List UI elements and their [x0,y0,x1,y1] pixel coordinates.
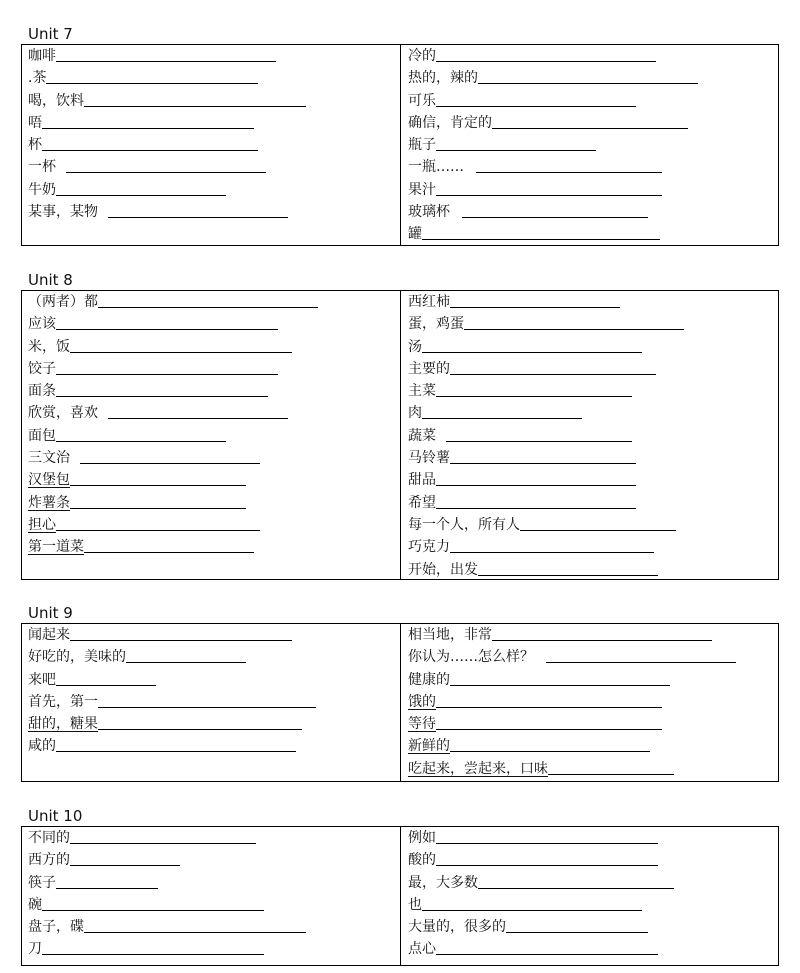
left-column [22,45,401,245]
vocab-row [401,313,778,335]
vocab-label: 筷子 [28,874,56,891]
vocab-row [22,849,400,871]
answer-blank[interactable] [450,669,670,686]
answer-blank[interactable] [108,201,288,218]
right-column [401,45,778,245]
vocab-label: 喝，饮料 [28,92,84,109]
vocab-label: 吃起来，尝起来，口味 [408,760,548,777]
answer-blank[interactable] [84,916,306,933]
vocab-row [401,492,778,514]
vocab-row [401,447,778,469]
vocab-label: 你认为……怎么样？ [408,649,534,666]
vocab-label: 希望 [408,494,436,511]
vocab-row [22,313,400,335]
vocab-label: 某事，某物 [28,204,98,221]
answer-blank[interactable] [56,313,278,330]
vocab-label: 等待 [408,716,436,733]
vocab-row [22,358,400,380]
vocab-label: 来吧 [28,671,56,688]
vocab-row [22,402,400,424]
vocab-label: 例如 [408,830,436,846]
vocab-label: 可乐 [408,92,436,109]
left-column [22,291,401,579]
answer-blank[interactable] [56,45,276,62]
vocab-row [22,536,400,558]
vocab-row [22,469,400,491]
answer-blank[interactable] [520,514,676,531]
vocab-label: 酸的 [408,852,436,869]
answer-blank[interactable] [98,291,318,308]
vocab-label: 果汁 [408,181,436,198]
vocab-row [22,134,400,156]
vocab-label: 甜品 [408,472,436,489]
vocab-label: 牛奶 [28,181,56,198]
vocab-label: 巧克力 [408,539,450,556]
answer-blank[interactable] [70,624,292,641]
answer-blank[interactable] [436,45,656,62]
answer-blank[interactable] [450,536,654,553]
vocab-label: 每一个人，所有人 [408,516,520,533]
answer-blank[interactable] [70,336,292,353]
vocab-row [22,179,400,201]
answer-blank[interactable] [42,894,264,911]
answer-blank[interactable] [66,156,266,173]
right-column [401,291,778,579]
answer-blank[interactable] [422,336,642,353]
vocab-label: 杯 [28,137,42,154]
vocab-row [401,713,778,735]
vocab-row [22,713,400,735]
vocab-label: 炸薯条 [28,494,70,511]
unit-title: Unit 7 [28,25,73,43]
vocab-row [401,336,778,358]
answer-blank[interactable] [546,646,736,663]
vocab-label: 西方的 [28,852,70,869]
vocab-row [401,179,778,201]
vocab-label: 汉堡包 [28,472,70,489]
left-column [22,827,401,965]
vocab-row [22,646,400,668]
vocab-label: 西红柿 [408,294,450,310]
vocab-label: 瓶子 [408,137,436,154]
answer-blank[interactable] [462,201,648,218]
vocab-label: 面包 [28,427,56,444]
vocab-table [21,44,779,246]
vocab-row [22,380,400,402]
answer-blank[interactable] [450,358,656,375]
answer-blank[interactable] [70,492,246,509]
vocab-label: 担心 [28,516,56,533]
vocab-label: 甜的，糖果 [28,716,98,733]
vocab-row [401,894,778,916]
vocab-label: 盘子，碟 [28,919,84,936]
answer-blank[interactable] [126,646,246,663]
answer-blank[interactable] [98,691,316,708]
answer-blank[interactable] [422,894,642,911]
vocab-row [22,872,400,894]
answer-blank[interactable] [42,938,264,955]
vocab-label: .茶 [28,70,47,87]
answer-blank[interactable] [84,536,254,553]
vocab-label: 点心 [408,941,436,958]
vocab-label: 相当地，非常 [408,627,492,643]
answer-blank[interactable] [436,827,658,844]
answer-blank[interactable] [436,90,636,107]
answer-blank[interactable] [56,380,268,397]
vocab-row [22,201,400,223]
vocab-label: 欣赏，喜欢 [28,405,98,422]
answer-blank[interactable] [478,559,658,576]
answer-blank[interactable] [42,134,258,151]
vocab-label: 蔬菜 [408,427,436,444]
answer-blank[interactable] [84,90,306,107]
vocab-row [401,67,778,89]
answer-blank[interactable] [56,872,158,889]
vocab-label: 一瓶…… [408,159,464,176]
vocab-row [401,735,778,757]
right-column [401,827,778,965]
vocab-row [22,447,400,469]
answer-blank[interactable] [436,938,658,955]
answer-blank[interactable] [436,469,636,486]
answer-blank[interactable] [70,849,180,866]
vocab-label: 饿的 [408,693,436,710]
vocab-label: 米，饭 [28,338,70,355]
vocab-row [401,536,778,558]
vocab-label: 三文治 [28,450,70,467]
vocab-row [401,669,778,691]
answer-blank[interactable] [436,380,632,397]
vocab-row [401,559,778,581]
vocab-row [22,112,400,134]
vocab-row [401,938,778,960]
vocab-label: 咸的 [28,738,56,755]
vocab-row [22,45,400,67]
answer-blank[interactable] [46,67,258,84]
vocab-row [401,916,778,938]
answer-blank[interactable] [478,67,698,84]
answer-blank[interactable] [446,425,632,442]
vocab-row [22,514,400,536]
vocab-row [401,691,778,713]
answer-blank[interactable] [450,735,650,752]
vocab-row [22,916,400,938]
answer-blank[interactable] [548,758,674,775]
answer-blank[interactable] [56,179,226,196]
answer-blank[interactable] [492,624,712,641]
vocab-row [401,827,778,849]
vocab-label: 主要的 [408,360,450,377]
vocab-row [22,938,400,960]
vocab-label: 不同的 [28,830,70,846]
vocab-row [401,156,778,178]
vocab-row [401,425,778,447]
answer-blank[interactable] [422,223,660,240]
vocab-label: 新鲜的 [408,738,450,755]
vocab-label: 大量的，很多的 [408,919,506,936]
answer-blank[interactable] [436,849,658,866]
answer-blank[interactable] [436,492,636,509]
vocab-label: 汤 [408,338,422,355]
answer-blank[interactable] [56,514,260,531]
vocab-row [401,624,778,646]
answer-blank[interactable] [450,447,636,464]
vocab-label: 玻璃杯 [408,204,450,221]
vocab-label: 闻起来 [28,627,70,643]
answer-blank[interactable] [436,713,662,730]
vocab-row [22,669,400,691]
answer-blank[interactable] [108,402,288,419]
vocab-label: 最，大多数 [408,874,478,891]
vocab-label: 开始，出发 [408,561,478,578]
vocab-row [401,646,778,668]
answer-blank[interactable] [70,469,246,486]
vocab-label: 健康的 [408,671,450,688]
vocab-label: 热的，辣的 [408,70,478,87]
vocab-label: 面条 [28,383,56,400]
answer-blank[interactable] [80,447,260,464]
vocab-label: （两者）都 [28,294,98,310]
answer-blank[interactable] [464,313,684,330]
vocab-row [401,402,778,424]
vocab-row [401,45,778,67]
vocab-table [21,290,779,580]
answer-blank[interactable] [56,358,278,375]
answer-blank[interactable] [492,112,688,129]
answer-blank[interactable] [436,179,662,196]
vocab-row [22,67,400,89]
vocab-row [401,380,778,402]
vocab-label: 肉 [408,405,422,422]
vocab-label: 应该 [28,316,56,333]
vocab-label: 饺子 [28,360,56,377]
vocab-row [22,336,400,358]
vocab-row [22,291,400,313]
vocab-label: 冷的 [408,48,436,64]
vocab-row [22,624,400,646]
vocab-row [22,827,400,849]
vocab-row [22,156,400,178]
vocab-row [401,469,778,491]
answer-blank[interactable] [436,691,662,708]
vocab-table [21,826,779,966]
vocab-row [401,90,778,112]
vocab-label: 碗 [28,896,42,913]
vocab-label: 首先，第一 [28,693,98,710]
vocab-label: 蛋，鸡蛋 [408,316,464,333]
answer-blank[interactable] [478,872,674,889]
vocab-row [22,691,400,713]
vocab-label: 咖啡 [28,48,56,64]
unit-title: Unit 9 [28,604,73,622]
vocab-row [401,514,778,536]
vocab-row [401,872,778,894]
vocab-label: 好吃的，美味的 [28,649,126,666]
vocab-table [21,623,779,782]
answer-blank[interactable] [70,827,256,844]
vocab-row [401,112,778,134]
answer-blank[interactable] [98,713,302,730]
vocab-label: 主菜 [408,383,436,400]
answer-blank[interactable] [506,916,648,933]
vocab-row [22,90,400,112]
vocab-row [401,134,778,156]
vocab-row [22,735,400,757]
answer-blank[interactable] [56,425,226,442]
answer-blank[interactable] [436,134,596,151]
vocab-row [22,425,400,447]
unit-title: Unit 8 [28,271,73,289]
answer-blank[interactable] [450,291,620,308]
vocab-label: 罐 [408,226,422,243]
unit-title: Unit 10 [28,807,83,825]
answer-blank[interactable] [422,402,582,419]
answer-blank[interactable] [56,735,296,752]
vocab-row [401,758,778,780]
vocab-label: 第一道菜 [28,539,84,556]
vocab-label: 刀 [28,941,42,958]
answer-blank[interactable] [42,112,254,129]
vocab-row [401,291,778,313]
vocab-label: 一杯 [28,159,56,176]
right-column [401,624,778,781]
answer-blank[interactable] [56,669,156,686]
answer-blank[interactable] [476,156,662,173]
left-column [22,624,401,781]
vocab-label: 确信，肯定的 [408,114,492,131]
vocab-row [401,201,778,223]
vocab-label: 也 [408,896,422,913]
vocab-row [401,358,778,380]
vocab-row [22,492,400,514]
vocab-label: 唔 [28,114,42,131]
vocab-row [401,223,778,245]
vocab-label: 马铃薯 [408,450,450,467]
vocab-row [401,849,778,871]
vocab-row [22,894,400,916]
